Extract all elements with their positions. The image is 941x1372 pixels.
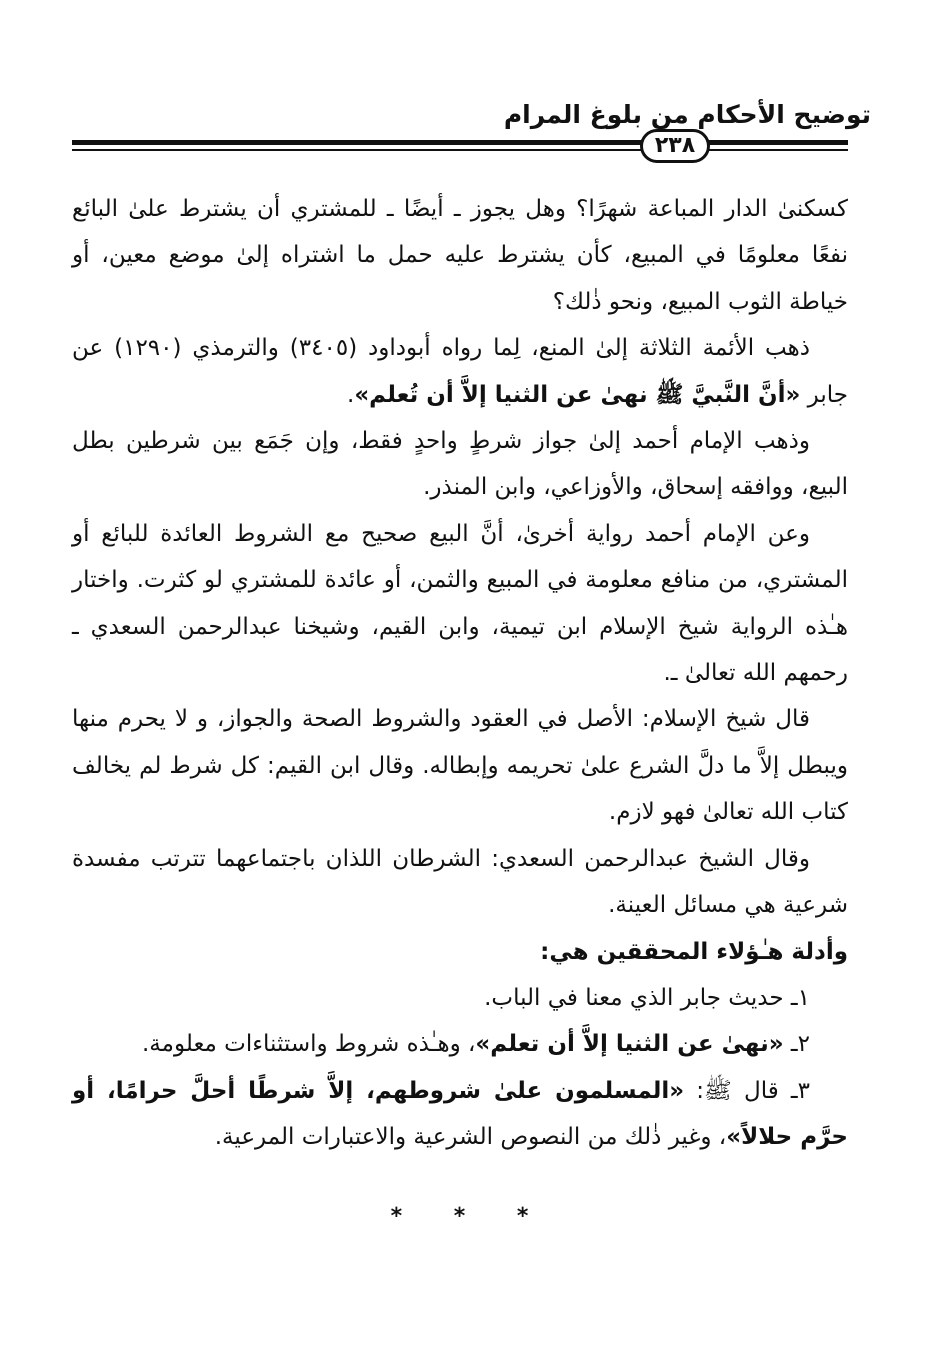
hadith-quote: «أنَّ النَّبيَّ ﷺ نهىٰ عن الثنيا إلاَّ أن تُعلم» xyxy=(354,381,801,408)
evidence-item-3-text: ٣ـ قال ﷺ: xyxy=(684,1077,810,1104)
page-number: ٢٣٨ xyxy=(640,129,710,163)
section-separator: * * * xyxy=(390,1204,551,1229)
paragraph-2-end: . xyxy=(347,381,355,408)
paragraph-4: وعن الإمام أحمد رواية أخرىٰ، أنَّ البيع صحيح مع الشروط العائدة للبائع أو المشتري، من منافع معلومة في المبيع والثمن، أو عائدة للمشتري لو كثرت. واختار هـٰذه الرواية شيخ الإسلام ابن تيمية، وابن القيم، وشيخنا عبدالرحمن السعدي ـ رحمهم الله تعالىٰ ـ. xyxy=(72,520,848,687)
header-rule-left xyxy=(72,137,642,157)
paragraph-5: قال شيخ الإسلام: الأصل في العقود والشروط الصحة والجواز، و لا يحرم منها ويبطل إلاَّ ما دلَّ الشرع علىٰ تحريمه وإبطاله. وقال ابن القيم: كل شرط لم يخالف كتاب الله تعالىٰ فهو لازم. xyxy=(72,706,848,826)
evidence-item-2-number: ٢ـ xyxy=(783,1031,810,1058)
evidence-item-2-quote: «نهىٰ عن الثنيا إلاَّ أن تعلم» xyxy=(475,1031,784,1058)
evidence-item-3-end: ، وغير ذٰلك من النصوص الشرعية والاعتبارات المرعية. xyxy=(214,1124,727,1151)
running-title: توضيح الأحكام من بلوغ المرام xyxy=(503,100,871,129)
paragraph-6: وقال الشيخ عبدالرحمن السعدي: الشرطان اللذان باجتماعهما تترتب مفسدة شرعية هي مسائل العينة. xyxy=(72,845,848,919)
evidence-item-2 xyxy=(72,1021,848,1067)
paragraph-2 xyxy=(72,325,848,418)
evidence-item-2-text: ، وهـٰذه شروط واستثناءات معلومة. xyxy=(141,1031,476,1058)
paragraph-3: وذهب الإمام أحمد إلىٰ جواز شرطٍ واحدٍ فقط، وإن جَمَع بين شرطين بطل البيع، ووافقه إسحاق، والأوزاعي، وابن المنذر. xyxy=(72,428,848,501)
paragraph-1: كسكنىٰ الدار المباعة شهرًا؟ وهل يجوز ـ أيضًا ـ للمشتري أن يشترط علىٰ البائع نفعًا معلومًا في المبيع، كأن يشترط عليه حمل ما اشتراه إلىٰ موضع معين، أو خياطة الثوب المبيع، ونحو ذٰلك؟ xyxy=(72,196,848,315)
header-rule-right xyxy=(708,137,848,157)
main-text xyxy=(72,186,848,1161)
evidence-item-1: ١ـ حديث جابر الذي معنا في الباب. xyxy=(484,984,810,1011)
evidence-item-3 xyxy=(72,1068,848,1161)
evidence-heading: وأدلة هـٰؤلاء المحققين هي: xyxy=(540,938,848,965)
paragraph-2-text: ذهب الأئمة الثلاثة إلىٰ المنع، لِما رواه أبوداود (٣٤٠٥) والترمذي (١٢٩٠) عن جابر xyxy=(72,335,848,408)
evidence-item-3-quote: «المسلمون علىٰ شروطهم، إلاَّ شرطًا أحلَّ حرامًا، أو حرَّم حلالاً» xyxy=(72,1077,848,1151)
